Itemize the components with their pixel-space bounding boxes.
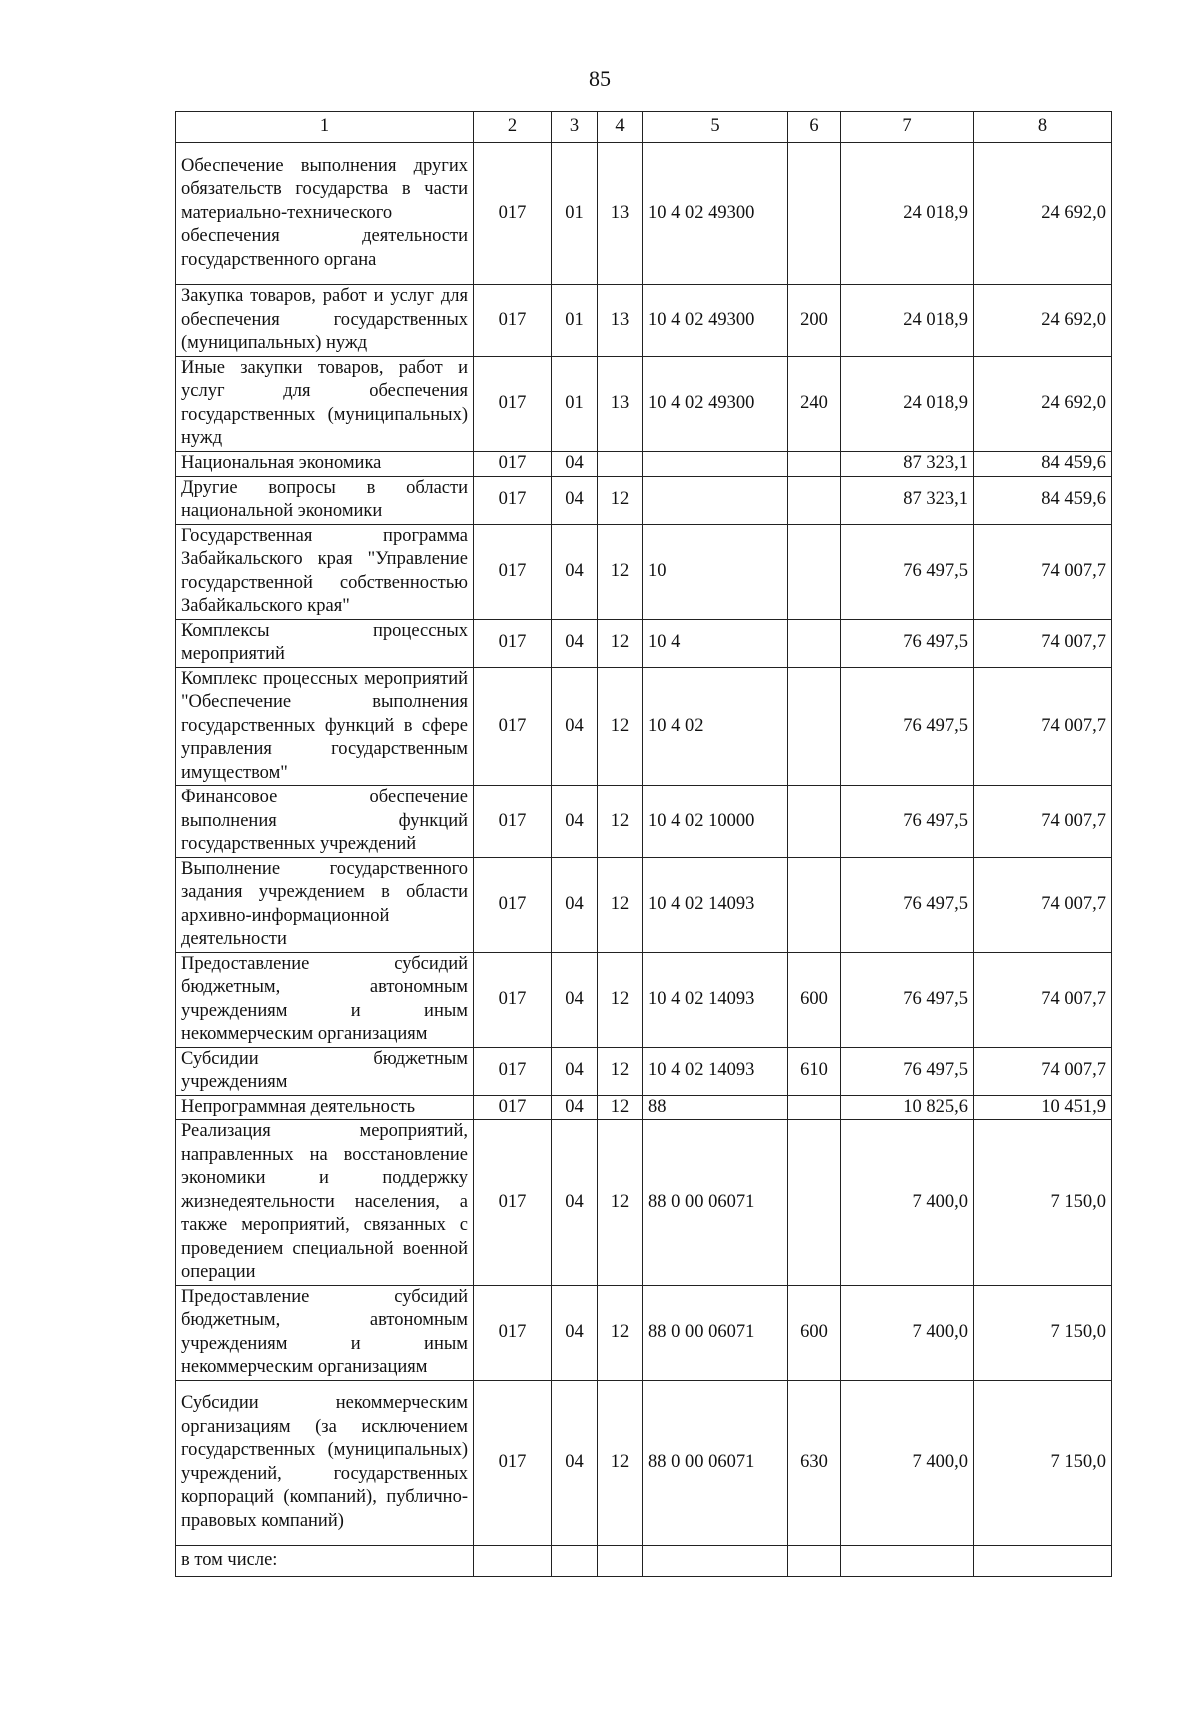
- grbs-code-cell: 017: [474, 857, 552, 952]
- expense-type-cell: [788, 619, 841, 667]
- row-name-cell: Национальная экономика: [176, 451, 474, 476]
- grbs-code-cell: 017: [474, 476, 552, 524]
- amount-col7-cell: 87 323,1: [841, 476, 974, 524]
- subsection-code-cell: 13: [598, 143, 643, 285]
- row-name-cell: Субсидии бюджетным учреждениям: [176, 1047, 474, 1095]
- amount-col8-cell: [974, 1545, 1112, 1576]
- amount-col8-cell: 74 007,7: [974, 524, 1112, 619]
- expense-type-cell: [788, 1545, 841, 1576]
- subsection-code-cell: 12: [598, 1285, 643, 1380]
- row-name-cell: Государственная программа Забайкальского края "Управление государственной собственностью Забайкальского края": [176, 524, 474, 619]
- col-header-8: 8: [974, 112, 1112, 143]
- col-header-7: 7: [841, 112, 974, 143]
- table-row: [176, 524, 1112, 619]
- table-row: [176, 1095, 1112, 1120]
- subsection-code-cell: 12: [598, 667, 643, 786]
- target-article-cell: 10 4 02 10000: [643, 786, 788, 858]
- expense-type-cell: [788, 451, 841, 476]
- table-row: [176, 952, 1112, 1047]
- row-name-cell: в том числе:: [176, 1545, 474, 1576]
- section-code-cell: 04: [552, 619, 598, 667]
- amount-col8-cell: 84 459,6: [974, 451, 1112, 476]
- amount-col7-cell: 7 400,0: [841, 1120, 974, 1286]
- col-header-4: 4: [598, 112, 643, 143]
- header-row: [176, 112, 1112, 143]
- amount-col7-cell: 24 018,9: [841, 143, 974, 285]
- amount-col7-cell: 76 497,5: [841, 619, 974, 667]
- amount-col8-cell: 7 150,0: [974, 1380, 1112, 1545]
- grbs-code-cell: 017: [474, 667, 552, 786]
- col-header-2: 2: [474, 112, 552, 143]
- grbs-code-cell: 017: [474, 952, 552, 1047]
- grbs-code-cell: 017: [474, 1047, 552, 1095]
- target-article-cell: 10 4 02 14093: [643, 1047, 788, 1095]
- grbs-code-cell: 017: [474, 1120, 552, 1286]
- table-row: [176, 786, 1112, 858]
- subsection-code-cell: 12: [598, 1095, 643, 1120]
- col-header-6: 6: [788, 112, 841, 143]
- section-code-cell: 01: [552, 143, 598, 285]
- expense-type-cell: [788, 1095, 841, 1120]
- section-code-cell: 04: [552, 667, 598, 786]
- target-article-cell: 10 4 02 49300: [643, 356, 788, 451]
- target-article-cell: 88 0 00 06071: [643, 1120, 788, 1286]
- section-code-cell: [552, 1545, 598, 1576]
- target-article-cell: [643, 451, 788, 476]
- col-header-3: 3: [552, 112, 598, 143]
- table-row: [176, 285, 1112, 357]
- table-row: [176, 1285, 1112, 1380]
- grbs-code-cell: 017: [474, 786, 552, 858]
- subsection-code-cell: 12: [598, 1120, 643, 1286]
- amount-col8-cell: 24 692,0: [974, 143, 1112, 285]
- expense-type-cell: 630: [788, 1380, 841, 1545]
- expense-type-cell: 240: [788, 356, 841, 451]
- expense-type-cell: [788, 1120, 841, 1286]
- amount-col8-cell: 24 692,0: [974, 356, 1112, 451]
- expense-type-cell: [788, 143, 841, 285]
- subsection-code-cell: [598, 451, 643, 476]
- target-article-cell: 10 4 02 14093: [643, 952, 788, 1047]
- grbs-code-cell: 017: [474, 1285, 552, 1380]
- subsection-code-cell: 12: [598, 619, 643, 667]
- target-article-cell: 10 4 02: [643, 667, 788, 786]
- table-row: [176, 1120, 1112, 1286]
- expense-type-cell: 610: [788, 1047, 841, 1095]
- expense-type-cell: [788, 524, 841, 619]
- section-code-cell: 04: [552, 1380, 598, 1545]
- subsection-code-cell: 13: [598, 356, 643, 451]
- subsection-code-cell: 12: [598, 786, 643, 858]
- row-name-cell: Предоставление субсидий бюджетным, автономным учреждениям и иным некоммерческим организациям: [176, 1285, 474, 1380]
- target-article-cell: 10 4 02 49300: [643, 143, 788, 285]
- subsection-code-cell: [598, 1545, 643, 1576]
- table-row: [176, 476, 1112, 524]
- expense-type-cell: [788, 857, 841, 952]
- amount-col7-cell: 76 497,5: [841, 1047, 974, 1095]
- amount-col7-cell: 10 825,6: [841, 1095, 974, 1120]
- amount-col7-cell: 76 497,5: [841, 857, 974, 952]
- amount-col8-cell: 74 007,7: [974, 619, 1112, 667]
- amount-col7-cell: 7 400,0: [841, 1285, 974, 1380]
- amount-col7-cell: 76 497,5: [841, 667, 974, 786]
- subsection-code-cell: 12: [598, 952, 643, 1047]
- section-code-cell: 04: [552, 857, 598, 952]
- subsection-code-cell: 13: [598, 285, 643, 357]
- row-name-cell: Финансовое обеспечение выполнения функций государственных учреждений: [176, 786, 474, 858]
- table-row: [176, 451, 1112, 476]
- grbs-code-cell: 017: [474, 285, 552, 357]
- subsection-code-cell: 12: [598, 857, 643, 952]
- grbs-code-cell: 017: [474, 143, 552, 285]
- table-body: [176, 143, 1112, 1577]
- section-code-cell: 04: [552, 1047, 598, 1095]
- expense-type-cell: 600: [788, 1285, 841, 1380]
- expense-type-cell: 200: [788, 285, 841, 357]
- page-number: 85: [589, 66, 611, 91]
- table-row: [176, 1545, 1112, 1576]
- amount-col7-cell: 76 497,5: [841, 524, 974, 619]
- target-article-cell: 88: [643, 1095, 788, 1120]
- section-code-cell: 04: [552, 1285, 598, 1380]
- amount-col7-cell: 76 497,5: [841, 952, 974, 1047]
- amount-col8-cell: 10 451,9: [974, 1095, 1112, 1120]
- expense-type-cell: 600: [788, 952, 841, 1047]
- row-name-cell: Другие вопросы в области национальной экономики: [176, 476, 474, 524]
- table-row: [176, 667, 1112, 786]
- section-code-cell: 01: [552, 285, 598, 357]
- grbs-code-cell: [474, 1545, 552, 1576]
- section-code-cell: 01: [552, 356, 598, 451]
- amount-col7-cell: [841, 1545, 974, 1576]
- target-article-cell: 10 4 02 49300: [643, 285, 788, 357]
- amount-col8-cell: 74 007,7: [974, 952, 1112, 1047]
- table-row: [176, 143, 1112, 285]
- subsection-code-cell: 12: [598, 476, 643, 524]
- table-row: [176, 356, 1112, 451]
- amount-col8-cell: 74 007,7: [974, 1047, 1112, 1095]
- grbs-code-cell: 017: [474, 451, 552, 476]
- target-article-cell: 88 0 00 06071: [643, 1285, 788, 1380]
- grbs-code-cell: 017: [474, 1380, 552, 1545]
- subsection-code-cell: 12: [598, 1380, 643, 1545]
- section-code-cell: 04: [552, 476, 598, 524]
- col-header-1: 1: [176, 112, 474, 143]
- row-name-cell: Субсидии некоммерческим организациям (за исключением государственных (муниципальных) учреждений, государственных корпораций (компаний), публично-правовых компаний): [176, 1380, 474, 1545]
- expense-type-cell: [788, 667, 841, 786]
- target-article-cell: 10: [643, 524, 788, 619]
- amount-col8-cell: 24 692,0: [974, 285, 1112, 357]
- target-article-cell: 10 4 02 14093: [643, 857, 788, 952]
- row-name-cell: Закупка товаров, работ и услуг для обеспечения государственных (муниципальных) нужд: [176, 285, 474, 357]
- amount-col7-cell: 76 497,5: [841, 786, 974, 858]
- row-name-cell: Предоставление субсидий бюджетным, автономным учреждениям и иным некоммерческим организациям: [176, 952, 474, 1047]
- table-row: [176, 1380, 1112, 1545]
- section-code-cell: 04: [552, 786, 598, 858]
- row-name-cell: Непрограммная деятельность: [176, 1095, 474, 1120]
- grbs-code-cell: 017: [474, 1095, 552, 1120]
- row-name-cell: Реализация мероприятий, направленных на восстановление экономики и поддержку жизнедеятельности населения, а также мероприятий, связанных с проведением специальной военной операции: [176, 1120, 474, 1286]
- row-name-cell: Комплексы процессных мероприятий: [176, 619, 474, 667]
- amount-col8-cell: 74 007,7: [974, 857, 1112, 952]
- table-row: [176, 1047, 1112, 1095]
- section-code-cell: 04: [552, 1120, 598, 1286]
- grbs-code-cell: 017: [474, 619, 552, 667]
- expense-type-cell: [788, 476, 841, 524]
- subsection-code-cell: 12: [598, 1047, 643, 1095]
- col-header-5: 5: [643, 112, 788, 143]
- amount-col8-cell: 7 150,0: [974, 1120, 1112, 1286]
- subsection-code-cell: 12: [598, 524, 643, 619]
- row-name-cell: Обеспечение выполнения других обязательств государства в части материально-технического обеспечения деятельности государственного органа: [176, 143, 474, 285]
- section-code-cell: 04: [552, 952, 598, 1047]
- amount-col8-cell: 7 150,0: [974, 1285, 1112, 1380]
- table-row: [176, 857, 1112, 952]
- grbs-code-cell: 017: [474, 524, 552, 619]
- target-article-cell: [643, 476, 788, 524]
- table-row: [176, 619, 1112, 667]
- target-article-cell: 88 0 00 06071: [643, 1380, 788, 1545]
- amount-col8-cell: 74 007,7: [974, 667, 1112, 786]
- row-name-cell: Иные закупки товаров, работ и услуг для обеспечения государственных (муниципальных) нужд: [176, 356, 474, 451]
- target-article-cell: 10 4: [643, 619, 788, 667]
- section-code-cell: 04: [552, 524, 598, 619]
- section-code-cell: 04: [552, 451, 598, 476]
- amount-col7-cell: 87 323,1: [841, 451, 974, 476]
- row-name-cell: Выполнение государственного задания учреждением в области архивно-информационной деятельности: [176, 857, 474, 952]
- grbs-code-cell: 017: [474, 356, 552, 451]
- target-article-cell: [643, 1545, 788, 1576]
- amount-col7-cell: 24 018,9: [841, 356, 974, 451]
- row-name-cell: Комплекс процессных мероприятий "Обеспечение выполнения государственных функций в сфере управления государственным имуществом": [176, 667, 474, 786]
- budget-table: [175, 111, 1112, 1577]
- amount-col8-cell: 74 007,7: [974, 786, 1112, 858]
- section-code-cell: 04: [552, 1095, 598, 1120]
- expense-type-cell: [788, 786, 841, 858]
- amount-col7-cell: 24 018,9: [841, 285, 974, 357]
- amount-col8-cell: 84 459,6: [974, 476, 1112, 524]
- amount-col7-cell: 7 400,0: [841, 1380, 974, 1545]
